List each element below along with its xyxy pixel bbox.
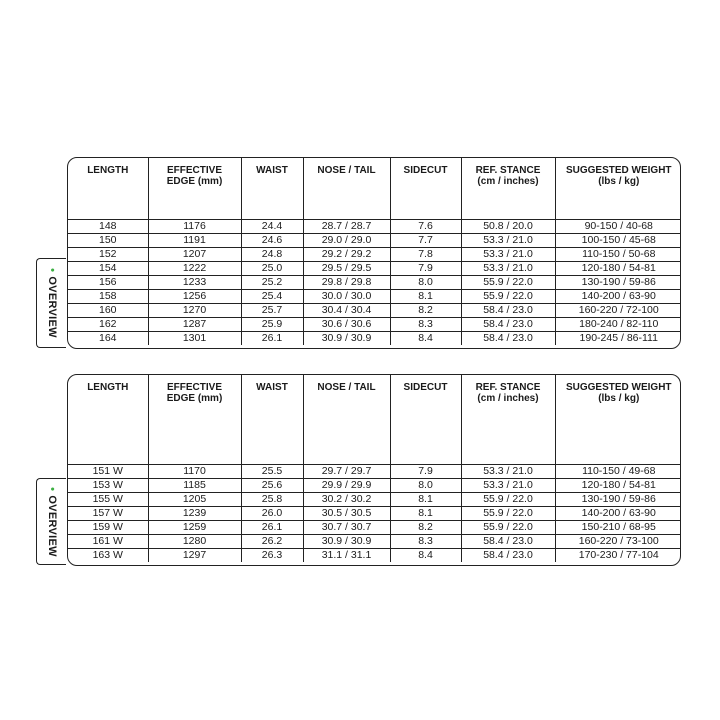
table-cell: 1207 <box>148 247 241 261</box>
table-cell: 1256 <box>148 289 241 303</box>
table-cell: 28.7 / 28.7 <box>303 219 390 233</box>
table-row <box>68 261 681 275</box>
table-cell: 25.7 <box>241 303 303 317</box>
table-cell: 160-220 / 73-100 <box>555 534 681 548</box>
col-header: WAIST <box>241 158 303 219</box>
table-row <box>68 464 681 478</box>
table-cell: 148 <box>68 219 148 233</box>
table-row <box>68 548 681 562</box>
col-header: EFFECTIVE EDGE (mm) <box>148 158 241 219</box>
table-row <box>68 492 681 506</box>
table-row <box>68 534 681 548</box>
table-cell: 157 W <box>68 506 148 520</box>
table-cell: 1176 <box>148 219 241 233</box>
col-header: NOSE / TAIL <box>303 158 390 219</box>
table-cell: 1287 <box>148 317 241 331</box>
table-cell: 58.4 / 23.0 <box>461 548 555 562</box>
table-cell: 29.8 / 29.8 <box>303 275 390 289</box>
table-cell: 150 <box>68 233 148 247</box>
table-cell: 8.4 <box>390 331 461 345</box>
table-cell: 8.2 <box>390 303 461 317</box>
table-cell: 8.0 <box>390 478 461 492</box>
table-cell: 25.9 <box>241 317 303 331</box>
table-row <box>68 331 681 345</box>
table-body <box>68 219 681 345</box>
table-cell: 25.8 <box>241 492 303 506</box>
table-cell: 154 <box>68 261 148 275</box>
table-cell: 159 W <box>68 520 148 534</box>
table-cell: 8.0 <box>390 275 461 289</box>
col-header: WAIST <box>241 375 303 464</box>
table-cell: 55.9 / 22.0 <box>461 275 555 289</box>
table-cell: 158 <box>68 289 148 303</box>
table-row <box>68 275 681 289</box>
table-cell: 50.8 / 20.0 <box>461 219 555 233</box>
table-cell: 55.9 / 22.0 <box>461 289 555 303</box>
table-cell: 1301 <box>148 331 241 345</box>
col-header: SUGGESTED WEIGHT (lbs / kg) <box>555 158 681 219</box>
table-cell: 53.3 / 21.0 <box>461 247 555 261</box>
table-row <box>68 520 681 534</box>
table-cell: 8.1 <box>390 492 461 506</box>
table-cell: 1280 <box>148 534 241 548</box>
table-cell: 160-220 / 72-100 <box>555 303 681 317</box>
table-cell: 53.3 / 21.0 <box>461 261 555 275</box>
dot-icon: • <box>45 268 58 273</box>
table-cell: 30.0 / 30.0 <box>303 289 390 303</box>
table-cell: 8.3 <box>390 534 461 548</box>
table-cell: 151 W <box>68 464 148 478</box>
table-cell: 8.3 <box>390 317 461 331</box>
table-cell: 180-240 / 82-110 <box>555 317 681 331</box>
table-cell: 7.6 <box>390 219 461 233</box>
table-cell: 1233 <box>148 275 241 289</box>
table-cell: 7.9 <box>390 464 461 478</box>
table-cell: 30.4 / 30.4 <box>303 303 390 317</box>
header-row <box>68 158 681 219</box>
table-cell: 25.2 <box>241 275 303 289</box>
table-cell: 110-150 / 49-68 <box>555 464 681 478</box>
table-cell: 53.3 / 21.0 <box>461 464 555 478</box>
overview-tab-1 <box>36 258 66 348</box>
table-cell: 1222 <box>148 261 241 275</box>
overview-tab-2 <box>36 478 66 565</box>
overview-tab-label <box>46 268 58 338</box>
table-cell: 8.2 <box>390 520 461 534</box>
table-cell: 29.0 / 29.0 <box>303 233 390 247</box>
table-cell: 161 W <box>68 534 148 548</box>
table-cell: 58.4 / 23.0 <box>461 303 555 317</box>
table-row <box>68 303 681 317</box>
table-cell: 55.9 / 22.0 <box>461 520 555 534</box>
table-cell: 130-190 / 59-86 <box>555 275 681 289</box>
table-cell: 90-150 / 40-68 <box>555 219 681 233</box>
table-cell: 30.9 / 30.9 <box>303 534 390 548</box>
table-cell: 156 <box>68 275 148 289</box>
table-cell: 53.3 / 21.0 <box>461 233 555 247</box>
table-row <box>68 289 681 303</box>
table-cell: 155 W <box>68 492 148 506</box>
table-cell: 29.5 / 29.5 <box>303 261 390 275</box>
table-cell: 1191 <box>148 233 241 247</box>
col-header: EFFECTIVE EDGE (mm) <box>148 375 241 464</box>
table-cell: 1205 <box>148 492 241 506</box>
table-cell: 25.5 <box>241 464 303 478</box>
table-cell: 25.0 <box>241 261 303 275</box>
table-cell: 7.9 <box>390 261 461 275</box>
table-cell: 1297 <box>148 548 241 562</box>
table-cell: 120-180 / 54-81 <box>555 478 681 492</box>
table-cell: 140-200 / 63-90 <box>555 506 681 520</box>
col-header: REF. STANCE (cm / inches) <box>461 158 555 219</box>
table-cell: 162 <box>68 317 148 331</box>
table-cell: 8.1 <box>390 506 461 520</box>
table-cell: 130-190 / 59-86 <box>555 492 681 506</box>
table-cell: 58.4 / 23.0 <box>461 331 555 345</box>
table-cell: 29.2 / 29.2 <box>303 247 390 261</box>
tab-text: OVERVIEW <box>45 494 58 557</box>
table-cell: 1259 <box>148 520 241 534</box>
table-row <box>68 219 681 233</box>
table-cell: 163 W <box>68 548 148 562</box>
table-cell: 190-245 / 86-111 <box>555 331 681 345</box>
table-cell: 8.4 <box>390 548 461 562</box>
table-cell: 30.7 / 30.7 <box>303 520 390 534</box>
table-cell: 153 W <box>68 478 148 492</box>
tab-text: OVERVIEW <box>45 276 58 338</box>
table-cell: 100-150 / 45-68 <box>555 233 681 247</box>
col-header: NOSE / TAIL <box>303 375 390 464</box>
table-cell: 1185 <box>148 478 241 492</box>
table-cell: 152 <box>68 247 148 261</box>
col-header: SIDECUT <box>390 158 461 219</box>
table-row <box>68 247 681 261</box>
table-cell: 55.9 / 22.0 <box>461 506 555 520</box>
table-cell: 25.4 <box>241 289 303 303</box>
table-cell: 31.1 / 31.1 <box>303 548 390 562</box>
size-table-wide <box>68 375 681 562</box>
table-row <box>68 478 681 492</box>
table-cell: 58.4 / 23.0 <box>461 534 555 548</box>
size-table-regular <box>68 158 681 345</box>
table-body <box>68 464 681 562</box>
table-cell: 140-200 / 63-90 <box>555 289 681 303</box>
table-cell: 24.6 <box>241 233 303 247</box>
table-cell: 29.9 / 29.9 <box>303 478 390 492</box>
table-cell: 30.2 / 30.2 <box>303 492 390 506</box>
size-chart-regular <box>67 157 681 349</box>
table-cell: 25.6 <box>241 478 303 492</box>
table-cell: 160 <box>68 303 148 317</box>
table-cell: 150-210 / 68-95 <box>555 520 681 534</box>
col-header: SUGGESTED WEIGHT (lbs / kg) <box>555 375 681 464</box>
table-cell: 1270 <box>148 303 241 317</box>
table-cell: 7.7 <box>390 233 461 247</box>
table-cell: 30.5 / 30.5 <box>303 506 390 520</box>
table-cell: 58.4 / 23.0 <box>461 317 555 331</box>
table-row <box>68 506 681 520</box>
table-cell: 26.1 <box>241 331 303 345</box>
table-cell: 1170 <box>148 464 241 478</box>
table-cell: 55.9 / 22.0 <box>461 492 555 506</box>
table-cell: 29.7 / 29.7 <box>303 464 390 478</box>
table-cell: 24.8 <box>241 247 303 261</box>
table-cell: 26.3 <box>241 548 303 562</box>
col-header: REF. STANCE (cm / inches) <box>461 375 555 464</box>
table-cell: 30.6 / 30.6 <box>303 317 390 331</box>
table-cell: 26.0 <box>241 506 303 520</box>
table-cell: 30.9 / 30.9 <box>303 331 390 345</box>
table-cell: 26.2 <box>241 534 303 548</box>
table-cell: 120-180 / 54-81 <box>555 261 681 275</box>
dot-icon: • <box>45 486 58 491</box>
table-cell: 1239 <box>148 506 241 520</box>
col-header: SIDECUT <box>390 375 461 464</box>
table-cell: 8.1 <box>390 289 461 303</box>
table-row <box>68 317 681 331</box>
col-header: LENGTH <box>87 165 129 176</box>
table-cell: 110-150 / 50-68 <box>555 247 681 261</box>
table-cell: 53.3 / 21.0 <box>461 478 555 492</box>
overview-tab-label <box>46 487 58 557</box>
table-cell: 170-230 / 77-104 <box>555 548 681 562</box>
table-cell: 7.8 <box>390 247 461 261</box>
table-cell: 26.1 <box>241 520 303 534</box>
col-header: LENGTH <box>87 382 129 393</box>
table-cell: 24.4 <box>241 219 303 233</box>
table-cell: 164 <box>68 331 148 345</box>
size-chart-wide <box>67 374 681 566</box>
table-row <box>68 233 681 247</box>
header-row <box>68 375 681 464</box>
